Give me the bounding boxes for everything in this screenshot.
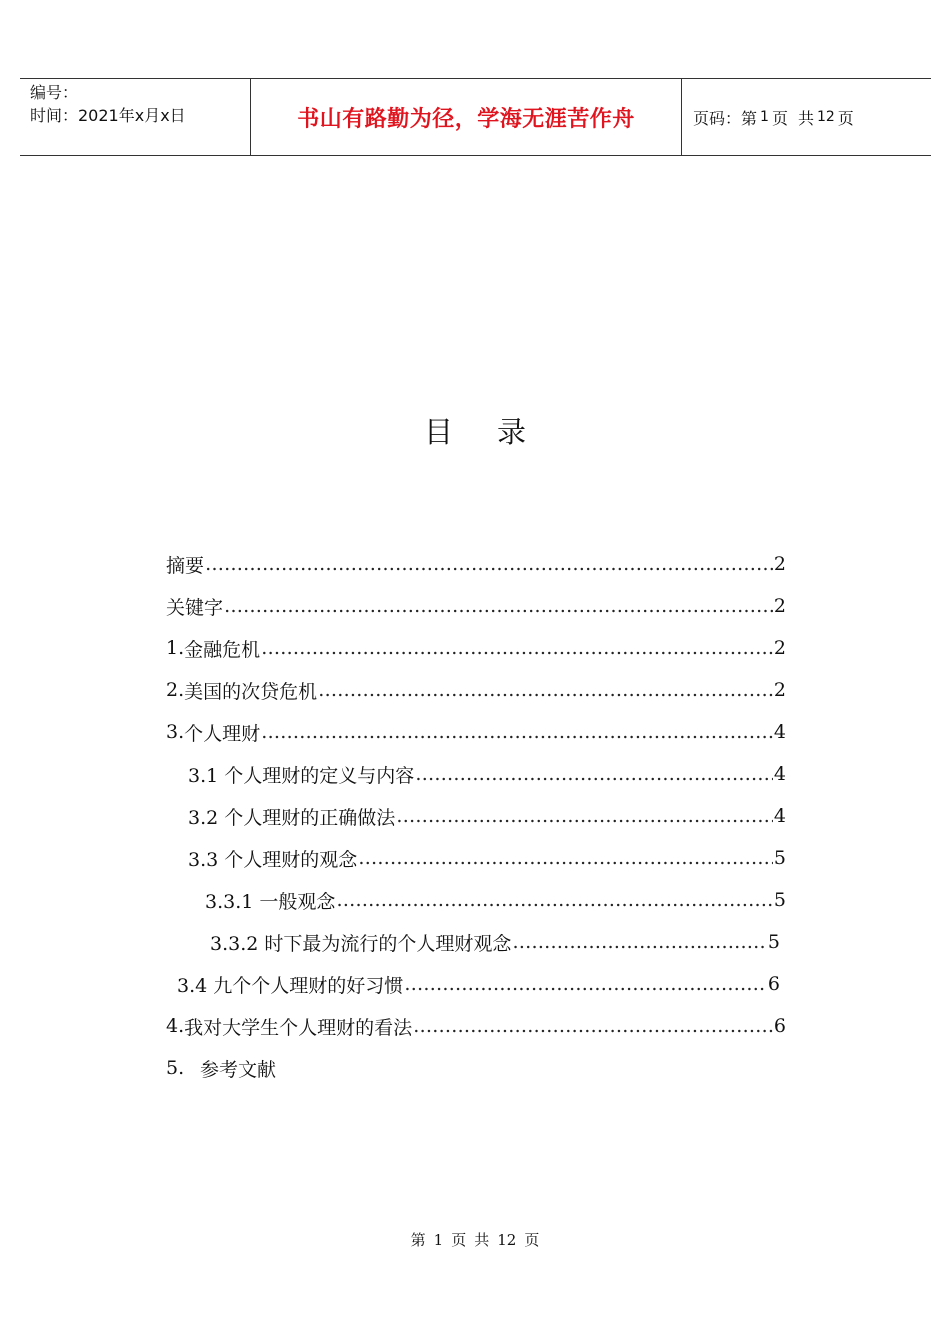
toc-entry[interactable]	[177, 964, 780, 1004]
toc-entry-number: 2.	[166, 679, 185, 701]
toc-entry-number: 4.	[166, 1015, 185, 1037]
toc-leader-dots	[318, 679, 773, 701]
footer-prefix: 第	[410, 1231, 426, 1249]
toc-entry[interactable]	[166, 712, 786, 752]
toc-entry-page: 6	[767, 973, 780, 995]
page-label: 页码：第	[693, 108, 758, 128]
footer-total-unit: 页	[524, 1231, 540, 1249]
document-header	[20, 78, 931, 156]
toc-entry[interactable]	[166, 586, 786, 626]
toc-leader-dots	[224, 595, 773, 617]
toc-entry[interactable]	[188, 838, 786, 878]
toc-entry[interactable]	[166, 670, 786, 710]
page-number: 1	[760, 109, 769, 125]
toc-entry-label: 关键字	[166, 596, 224, 619]
toc-leader-dots	[358, 847, 773, 869]
toc-entry-label: 3.3.2 时下最为流行的个人理财观念	[210, 932, 512, 955]
toc-entry-label: 摘要	[166, 554, 205, 577]
toc-entry-label: 3.1 个人理财的定义与内容	[188, 764, 415, 787]
toc-entry[interactable]	[166, 544, 786, 584]
header-motto: 书山有路勤为径，学海无涯苦作舟	[297, 105, 635, 132]
toc-entry-page: 4	[773, 721, 786, 743]
toc-entry-label: 我对大学生个人理财的看法	[184, 1016, 413, 1039]
toc-entry-page: 4	[773, 805, 786, 827]
document-number-label: 编号：	[30, 83, 79, 102]
toc-entry-label: 3.3.1 一般观念	[205, 890, 336, 913]
toc-entry-page: 5	[773, 847, 786, 869]
total-label: 共	[797, 108, 814, 128]
header-motto-cell	[251, 79, 682, 155]
footer-total-prefix: 共	[474, 1231, 490, 1249]
toc-entry-page: 2	[773, 679, 786, 701]
toc-entry-label: 3.4 九个个人理财的好习惯	[177, 974, 404, 997]
header-meta-cell	[20, 79, 251, 155]
total-pages: 12	[816, 109, 835, 125]
page-footer	[0, 1229, 950, 1250]
toc-leader-dots	[413, 1015, 773, 1037]
toc-entry-page: 4	[773, 763, 786, 785]
toc-entry-number: 1.	[166, 637, 185, 659]
toc-leader-dots	[336, 889, 773, 911]
toc-entry[interactable]	[166, 1048, 466, 1088]
toc-entry[interactable]	[188, 754, 786, 794]
toc-leader-dots	[396, 805, 773, 827]
total-unit: 页	[837, 108, 854, 128]
toc-entry-page: 2	[773, 637, 786, 659]
toc-leader-dots	[261, 721, 773, 743]
toc-leader-dots	[205, 553, 773, 575]
footer-total-pages: 12	[497, 1231, 517, 1249]
document-time-label: 时间：2021年x月x日	[30, 106, 186, 125]
toc-entry[interactable]	[166, 1006, 786, 1046]
toc-entry-page: 2	[773, 595, 786, 617]
toc-entry[interactable]	[188, 796, 786, 836]
toc-entry-page: 5	[773, 889, 786, 911]
toc-entry[interactable]	[205, 880, 786, 920]
toc-entry-page: 6	[773, 1015, 786, 1037]
toc-entry-label: 金融危机	[184, 638, 261, 661]
toc-entry-label: 参考文献	[200, 1058, 277, 1081]
toc-entry[interactable]	[166, 628, 786, 668]
toc-leader-dots	[261, 637, 773, 659]
toc-entry-number: 3.	[166, 721, 185, 743]
toc-entry[interactable]	[210, 922, 780, 962]
toc-leader-dots	[415, 763, 773, 785]
toc-entry-label: 美国的次贷危机	[184, 680, 318, 703]
toc-entry-page: 2	[773, 553, 786, 575]
toc-entry-label: 个人理财	[184, 722, 261, 745]
footer-unit: 页	[451, 1231, 467, 1249]
toc-entry-label: 3.3 个人理财的观念	[188, 848, 358, 871]
toc-entry-number: 5.	[166, 1057, 185, 1079]
toc-leader-dots	[404, 973, 767, 995]
toc-entry-page: 5	[767, 931, 780, 953]
toc-title: 目录	[423, 415, 570, 449]
toc-entry-label: 3.2 个人理财的正确做法	[188, 806, 396, 829]
footer-page-number: 1	[433, 1231, 444, 1249]
page-unit: 页	[771, 108, 788, 128]
toc-leader-dots	[512, 931, 767, 953]
header-page-cell	[682, 79, 931, 155]
